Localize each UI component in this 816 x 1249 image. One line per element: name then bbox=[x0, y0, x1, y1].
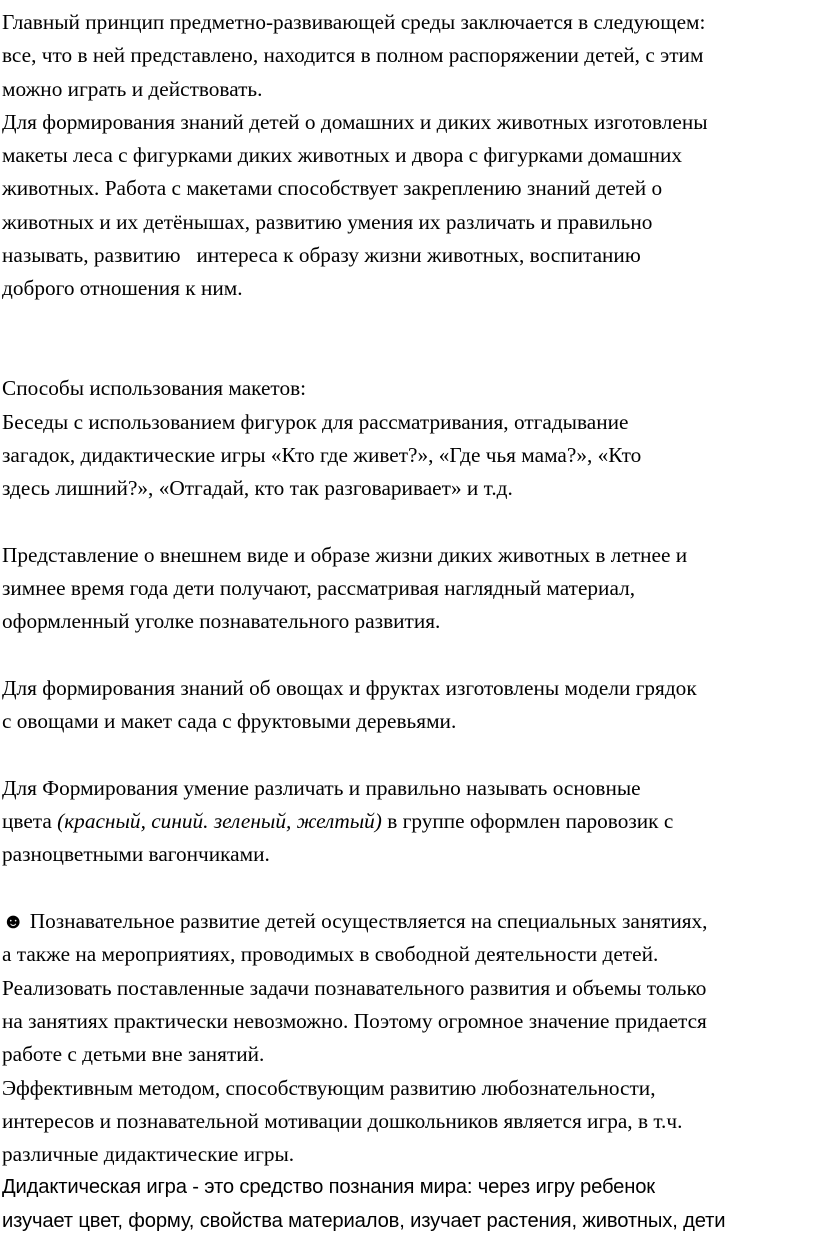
blank-line bbox=[2, 306, 814, 339]
text-line: можно играть и действовать. bbox=[2, 76, 263, 101]
text-line: Дидактическая игра - это средство познания мира: через игру ребенок bbox=[2, 1176, 655, 1199]
paragraph-cognitive-development bbox=[2, 905, 814, 1171]
blank-line bbox=[2, 872, 814, 905]
text-line: макеты леса с фигурками диких животных и двора с фигурками домашних bbox=[2, 143, 683, 168]
text-line: все, что в ней представлено, находится в полном распоряжении детей, с этим bbox=[2, 43, 704, 68]
text-line bbox=[2, 805, 814, 838]
text-line: а также на мероприятиях, проводимых в свободной деятельности детей. bbox=[2, 942, 659, 967]
text-line: с овощами и макет сада с фруктовыми деревьями. bbox=[2, 709, 457, 734]
paragraph-animal-models bbox=[2, 106, 814, 306]
text-line: оформленный уголке познавательного развития. bbox=[2, 609, 441, 634]
paragraph-wild-animals bbox=[2, 539, 814, 639]
text-line: Главный принцип предметно-развивающей среды заключается в следующем: bbox=[2, 10, 706, 34]
text-line: здесь лишний?», «Отгадай, кто так разговаривает» и т.д. bbox=[2, 476, 513, 501]
text-line: загадок, дидактические игры «Кто где живет?», «Где чья мама?», «Кто bbox=[2, 442, 642, 467]
blank-line bbox=[2, 505, 814, 538]
text-line: работе с детьми вне занятий. bbox=[2, 1042, 265, 1067]
text-line: Беседы с использованием фигурок для рассматривания, отгадывание bbox=[2, 409, 629, 434]
text-line: Представление о внешнем виде и образе жизни диких животных в летнее и bbox=[2, 542, 688, 567]
text-line: Способы использования макетов: bbox=[2, 376, 307, 401]
smiley-bullet-icon: ☻ bbox=[2, 909, 25, 934]
text-segment: Познавательное развитие детей осуществляется на специальных занятиях, bbox=[24, 909, 708, 934]
text-line: Для формирования знаний детей о домашних и диких животных изготовлены bbox=[2, 109, 708, 134]
blank-line bbox=[2, 639, 814, 672]
text-line: зимнее время года дети получают, рассматривая наглядный материал, bbox=[2, 576, 636, 601]
text-line bbox=[2, 905, 814, 938]
text-line: Для формирования знаний об овощах и фруктах изготовлены модели грядок bbox=[2, 675, 697, 700]
text-line: Реализовать поставленные задачи познавательного развития и объемы только bbox=[2, 975, 707, 1000]
paragraph-didactic-game bbox=[2, 1171, 814, 1239]
text-line: интересов и познавательной мотивации дошкольников является игра, в т.ч. bbox=[2, 1108, 683, 1133]
text-segment: в группе оформлен паровозик с bbox=[381, 809, 674, 834]
text-line: доброго отношения к ним. bbox=[2, 276, 243, 301]
text-line: называть, развитию интереса к образу жизни животных, воспитанию bbox=[2, 243, 641, 268]
blank-line bbox=[2, 739, 814, 772]
text-line: животных и их детёнышах, развитию умения их различать и правильно bbox=[2, 209, 653, 234]
document-page bbox=[2, 6, 814, 1239]
italic-colors-list: (красный, синий. зеленый, желтый) bbox=[57, 809, 382, 834]
text-line: Эффективным методом, способствующим развитию любознательности, bbox=[2, 1075, 656, 1100]
text-line: разноцветными вагончиками. bbox=[2, 842, 270, 867]
text-line: различные дидактические игры. bbox=[2, 1142, 295, 1167]
paragraph-vegetables-fruits bbox=[2, 672, 814, 739]
paragraph-colors bbox=[2, 772, 814, 872]
blank-line bbox=[2, 339, 814, 372]
text-line: изучает цвет, форму, свойства материалов, изучает растения, животных, дети bbox=[2, 1210, 726, 1233]
paragraph-usage-methods bbox=[2, 372, 814, 505]
text-line: на занятиях практически невозможно. Поэтому огромное значение придается bbox=[2, 1008, 707, 1033]
paragraph-principle bbox=[2, 6, 814, 106]
text-line: Для Формирования умение различать и правильно называть основные bbox=[2, 775, 641, 800]
text-line: животных. Работа с макетами способствует закреплению знаний детей о bbox=[2, 176, 663, 201]
text-segment: цвета bbox=[2, 809, 58, 834]
